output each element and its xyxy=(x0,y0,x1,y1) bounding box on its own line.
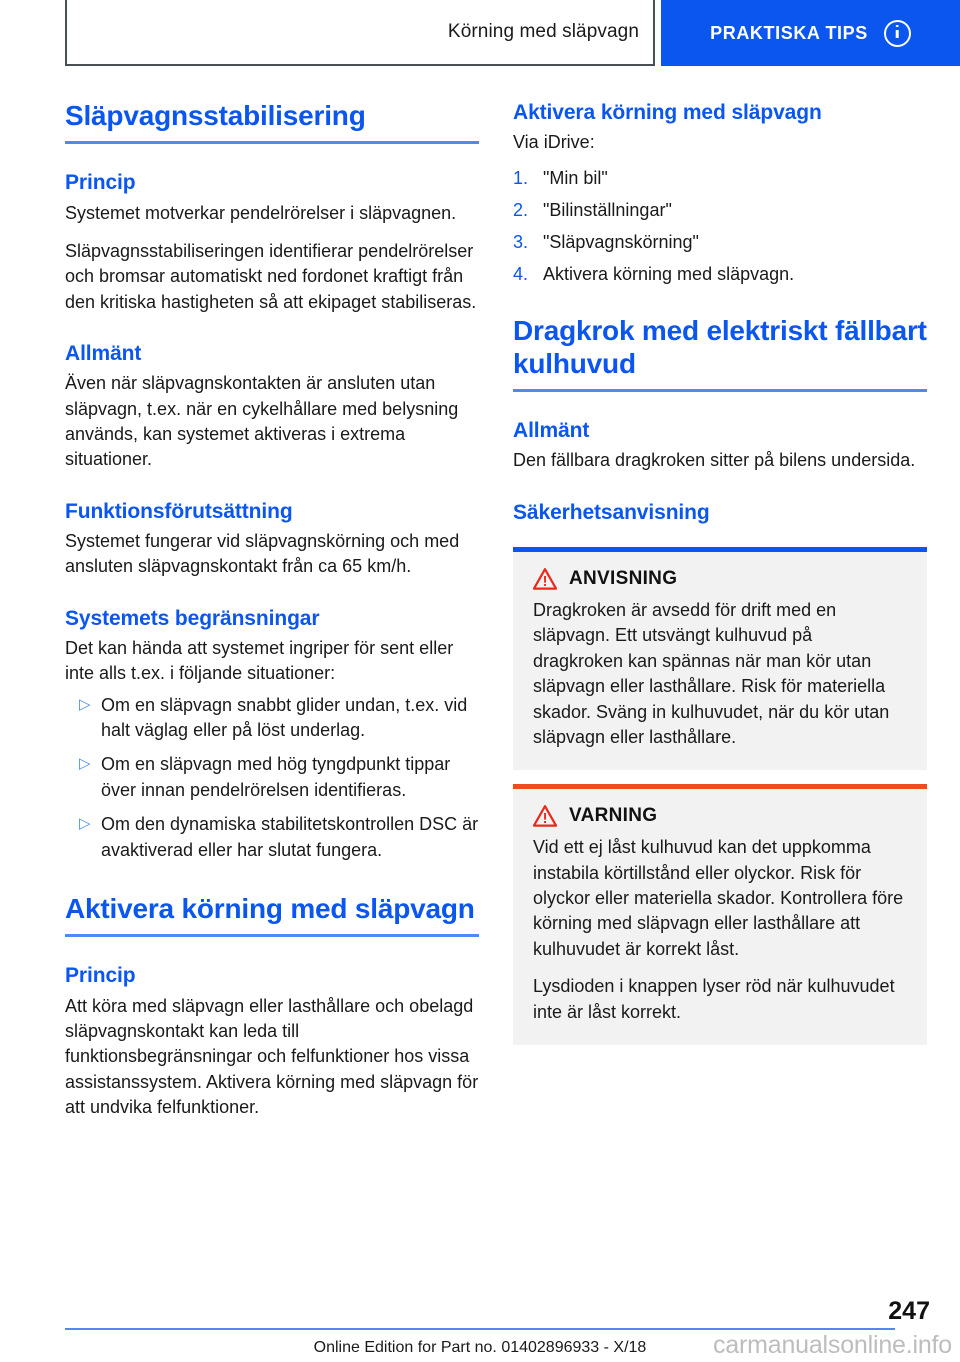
watermark-label: carmanualsonline.info xyxy=(712,1331,952,1359)
paragraph: Släpvagnsstabiliseringen identifierar pendelrörelser och bromsar automatiskt ned fordonet kraftigt från den kritiska hastigheten så att ekipaget stabiliseras. xyxy=(65,241,477,312)
list-item xyxy=(513,198,927,223)
section-heading-allmant-2: Allmänt xyxy=(513,419,590,443)
paragraph: Att köra med släpvagn eller lasthållare och obelagd släpvagnskontakt kan leda till funktionsbegränsningar och felfunktioner hos vissa assistanssystem. Aktivera körning med släpvagn för att undvika felfunktioner. xyxy=(65,995,479,1118)
section-heading-funktionsforutsattning: Funktionsförutsättning xyxy=(65,499,293,523)
section-heading-aktivera-korning: Aktivera körning med släpvagn xyxy=(513,101,822,124)
left-column xyxy=(65,100,479,1121)
arrow-bullet-icon: ▷ xyxy=(79,815,91,833)
paragraph: Systemet motverkar pendelrörelser i släpvagnen. xyxy=(65,202,457,223)
step-number: 2. xyxy=(513,199,529,220)
notice-box-anvisning xyxy=(513,547,927,770)
notice-header xyxy=(533,805,907,827)
notice-paragraph: Vid ett ej låst kulhuvud kan det uppkomma instabila körtillstånd eller olyckor. Risk för olyckor eller materiella skador. Kontrollera före körning med släpvagn eller lasthållare att kulhuvudet är korrekt låst. xyxy=(533,837,904,959)
notice-title: ANVISNING xyxy=(569,568,678,589)
notice-paragraph: Lysdioden i knappen lyser röd när kulhuvudet inte är låst korrekt. xyxy=(533,976,895,1022)
step-label: "Min bil" xyxy=(543,167,608,188)
list-item xyxy=(513,166,927,191)
arrow-bullet-icon: ▷ xyxy=(79,695,91,713)
step-number: 1. xyxy=(513,167,529,188)
step-number: 4. xyxy=(513,264,529,285)
list-item xyxy=(65,752,479,803)
header-section-label: PRAKTISKA TIPS xyxy=(710,22,868,43)
notice-box-varning xyxy=(513,784,927,1045)
header-chapter-label: Körning med släpvagn xyxy=(447,21,639,42)
info-icon xyxy=(884,20,911,47)
paragraph: Via iDrive: xyxy=(513,132,595,153)
paragraph: Systemet fungerar vid släpvagnskörning och med ansluten släpvagnskontakt från ca 65 km/h. xyxy=(65,531,460,577)
list-item xyxy=(65,693,479,744)
list-item-label: Om en släpvagn med hög tyngdpunkt tippar över innan pendelrörelsen identifieras. xyxy=(101,754,451,800)
header-chapter-box xyxy=(65,0,655,66)
list-item-label: Om den dynamiska stabilitetskontrollen DSC är avaktiverad eller har slutat fungera. xyxy=(101,814,479,860)
title-rule xyxy=(65,141,479,144)
step-label: "Bilinställningar" xyxy=(543,199,672,220)
paragraph: Det kan hända att systemet ingriper för sent eller inte alls t.ex. i följande situationer: xyxy=(65,637,454,684)
step-label: "Släpvagnskörning" xyxy=(543,231,699,252)
idrive-steps-list xyxy=(513,166,927,288)
header-section-tab xyxy=(661,0,960,66)
list-item xyxy=(65,812,479,863)
section-heading-princip-2: Princip xyxy=(65,964,136,988)
arrow-bullet-icon: ▷ xyxy=(79,755,91,773)
page-footer xyxy=(0,1270,960,1362)
warning-triangle-icon xyxy=(533,805,557,827)
footer-rule xyxy=(65,1328,895,1330)
notice-paragraph: Dragkroken är avsedd för drift med en släpvagn. Ett utsvängt kulhuvud på dragkroken kan spännas när man kör utan släpvagn eller lasthållare. Risk för materiella skador. Sväng in kulhuvudet, när du kör utan släpvagn eller lasthållare. xyxy=(533,600,890,747)
footer-edition-note: Online Edition for Part no. 01402896933 - X/18 xyxy=(313,1339,647,1356)
warning-triangle-icon xyxy=(533,568,557,590)
list-item xyxy=(513,262,927,287)
paragraph: Även när släpvagnskontakten är ansluten utan släpvagn, t.ex. när en cykelhållare med belysning används, kan systemet aktiveras i extrema situationer. xyxy=(65,373,459,470)
page-title-secondary: Aktivera körning med släpvagn xyxy=(65,892,475,924)
page-title-dragkrok: Dragkrok med elektriskt fällbart kulhuvud xyxy=(513,315,927,379)
running-header xyxy=(0,0,960,70)
right-column xyxy=(513,100,927,1045)
section-heading-sakerhetsanvisning: Säkerhetsanvisning xyxy=(513,500,710,524)
page-title: Släpvagnsstabilisering xyxy=(65,100,366,131)
paragraph: Den fällbara dragkroken sitter på bilens undersida. xyxy=(513,450,916,471)
section-heading-princip: Princip xyxy=(65,171,136,195)
notice-title: VARNING xyxy=(569,805,658,827)
section-heading-allmant: Allmänt xyxy=(65,342,142,366)
step-number: 3. xyxy=(513,231,529,252)
title-rule xyxy=(513,389,927,392)
step-label: Aktivera körning med släpvagn. xyxy=(543,264,795,285)
title-rule xyxy=(65,934,479,937)
section-heading-systemets-begransningar: Systemets begränsningar xyxy=(65,606,320,630)
page-number: 247 xyxy=(888,1297,930,1325)
limitations-list xyxy=(65,693,479,863)
notice-header xyxy=(533,568,907,590)
list-item xyxy=(513,230,927,255)
list-item-label: Om en släpvagn snabbt glider undan, t.ex. vid halt väglag eller på löst underlag. xyxy=(101,694,468,741)
